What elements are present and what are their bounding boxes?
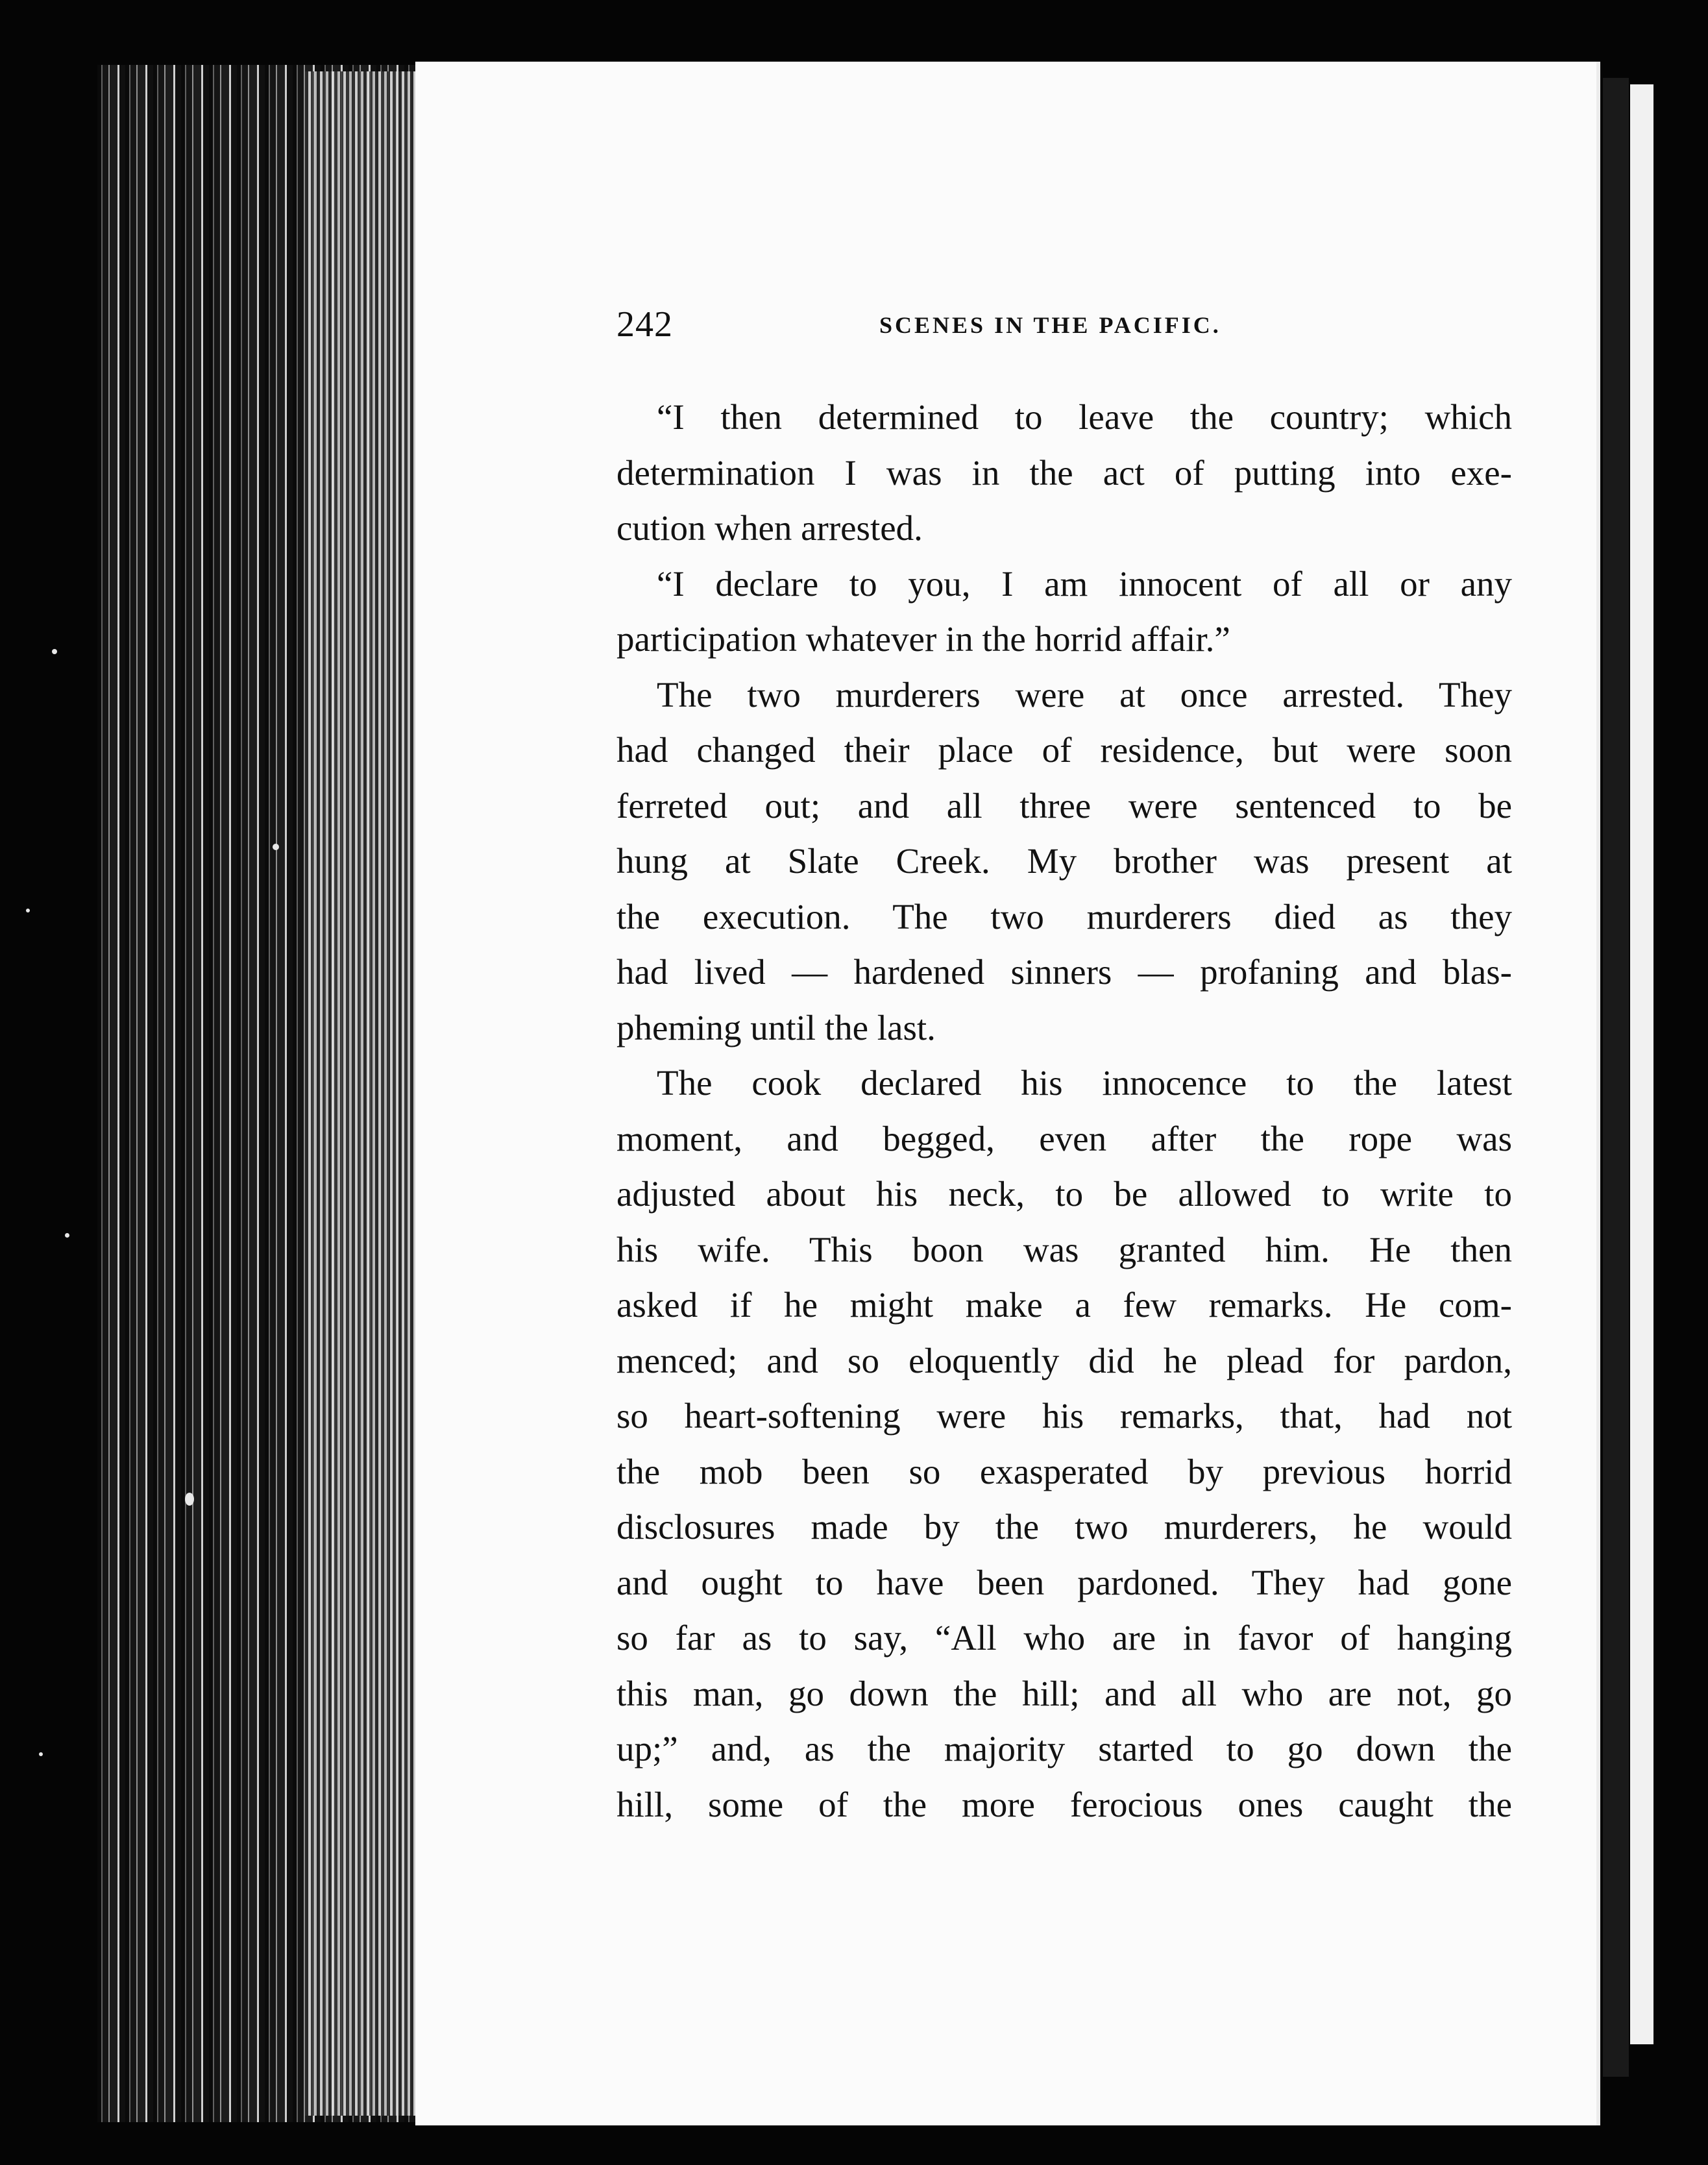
text-line: his wife. This boon was granted him. He then: [616, 1229, 1512, 1269]
dust-speck: [26, 909, 30, 912]
text-line: adjusted about his neck, to be allowed to write to: [616, 1174, 1512, 1214]
page-header: [616, 304, 1265, 349]
text-line: so far as to say, “All who are in favor of hanging: [616, 1618, 1512, 1657]
text-line: determination I was in the act of putting into exe-: [616, 452, 1512, 493]
text-line: hung at Slate Creek. My brother was present at: [616, 841, 1512, 881]
text-line: had lived — hardened sinners — profaning and blas-: [616, 952, 1512, 992]
text-line: moment, and begged, even after the rope was: [616, 1118, 1512, 1158]
text-line: participation whatever in the horrid affair.”: [616, 619, 1230, 659]
running-head: SCENES IN THE PACIFIC.: [879, 312, 1221, 338]
dust-speck: [65, 1233, 69, 1238]
page-gutter-shadow: [1603, 78, 1629, 2077]
text-line: had changed their place of residence, but were soon: [616, 730, 1512, 770]
body-text: [616, 389, 1512, 1832]
text-line: disclosures made by the two murderers, he would: [616, 1507, 1512, 1547]
text-line: menced; and so eloquently did he plead for pardon,: [616, 1340, 1512, 1380]
text-line: up;” and, as the majority started to go down the: [616, 1729, 1512, 1768]
text-line: hill, some of the more ferocious ones caught the: [616, 1784, 1512, 1824]
text-line: cution when arrested.: [616, 508, 923, 548]
text-line: the execution. The two murderers died as they: [616, 896, 1512, 936]
dust-speck: [273, 844, 279, 850]
text-line: the mob been so exasperated by previous horrid: [616, 1451, 1512, 1491]
next-page-edge: [1630, 84, 1653, 2044]
text-line: “I then determined to leave the country; which: [657, 397, 1512, 437]
text-line: and ought to have been pardoned. They had gone: [616, 1562, 1512, 1602]
dust-speck: [39, 1752, 43, 1756]
book-page-edges-highlight: [305, 71, 415, 2116]
dust-speck: [185, 1493, 194, 1506]
text-line: so heart-softening were his remarks, that, had not: [616, 1396, 1512, 1436]
text-line: The cook declared his innocence to the latest: [657, 1063, 1512, 1103]
text-line: “I declare to you, I am innocent of all or any: [657, 563, 1512, 604]
text-line: ferreted out; and all three were sentenced to be: [616, 785, 1512, 826]
text-line: pheming until the last.: [616, 1007, 936, 1047]
text-line: this man, go down the hill; and all who are not, go: [616, 1673, 1512, 1713]
page-number: 242: [616, 304, 673, 345]
text-line: asked if he might make a few remarks. He com-: [616, 1285, 1512, 1325]
dust-speck: [52, 649, 57, 654]
text-line: The two murderers were at once arrested. They: [657, 674, 1512, 715]
